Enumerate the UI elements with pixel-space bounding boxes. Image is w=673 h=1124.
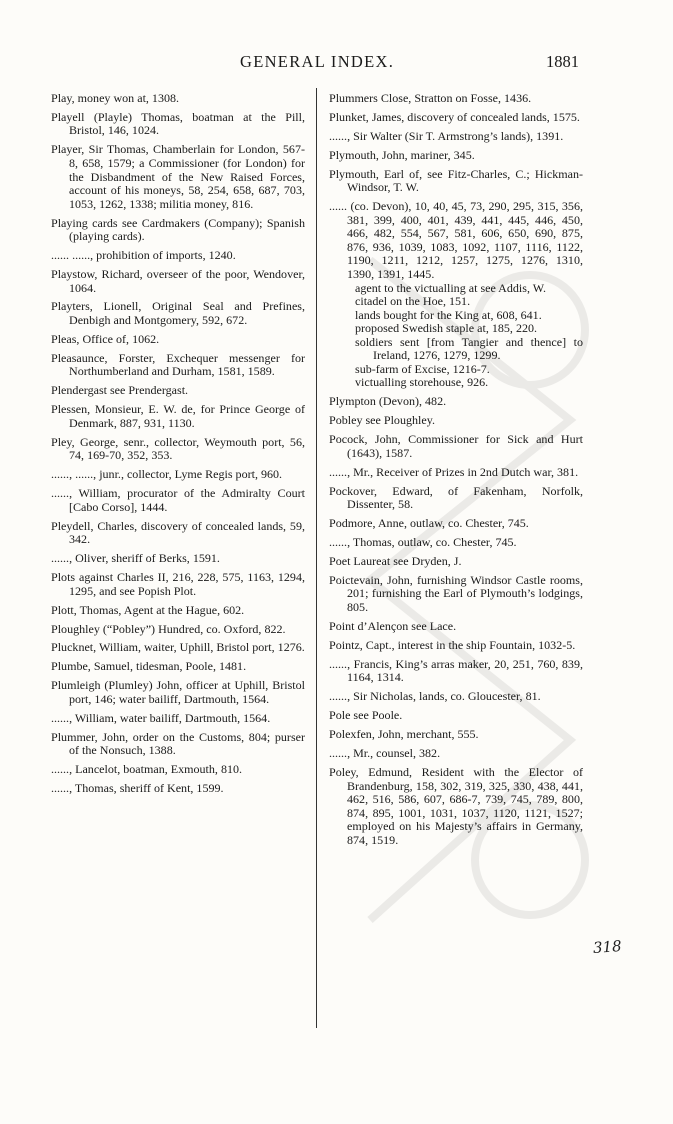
page-header: [0, 52, 673, 78]
index-entry: ......, Sir Walter (Sir T. Armstrong’s lands), 1391.: [329, 128, 564, 143]
index-entry: Pobley see Ploughley.: [329, 413, 435, 428]
index-entry: Pointz, Capt., interest in the ship Fountain, 1032-5.: [329, 637, 576, 652]
index-entry: ......, Mr., counsel, 382.: [329, 746, 441, 761]
index-entry: ......, Sir Nicholas, lands, co. Gloucester, 81.: [329, 689, 541, 704]
index-entry: Plumbe, Samuel, tidesman, Poole, 1481.: [51, 659, 247, 674]
index-entry: Pole see Poole.: [329, 708, 403, 723]
index-entry: Plymouth, John, mariner, 345.: [329, 147, 475, 162]
subentry: lands bought for the King at, 608, 641.: [355, 307, 542, 322]
index-entry: Plendergast see Prendergast.: [51, 383, 189, 398]
index-entry: Playters, Lionell, Original Seal and Prefines, Denbigh and Montgomery, 592, 672.: [51, 299, 305, 327]
index-entry: ......, William, water bailiff, Dartmouth, 1564.: [51, 710, 271, 725]
index-entry: Plunket, James, discovery of concealed lands, 1575.: [329, 109, 580, 124]
subentry: victualling storehouse, 926.: [355, 375, 489, 390]
index-entry: ...... ......, prohibition of imports, 1240.: [51, 248, 236, 263]
index-entry: Playell (Playle) Thomas, boatman at the Pill, Bristol, 146, 1024.: [51, 109, 305, 138]
index-entry: Pley, George, senr., collector, Weymouth port, 56, 74, 169-70, 352, 353.: [51, 434, 305, 463]
index-entry: ...... (co. Devon), 10, 40, 45, 73, 290, 295, 315, 356, 381, 399, 400, 401, 439, 441, 445, 446, 450, 466, 482, 554, 567, 581, 606, 650, 690, 875, 876, 936, 1039, 1083, 1092, 1107, 1116, 1122, 1190, 1211, 1212, 1257, 1275, 1276, 1310, 1390, 1391, 1445.: [329, 199, 583, 281]
subentry: proposed Swedish staple at, 185, 220.: [355, 321, 538, 336]
index-entry: Poet Laureat see Dryden, J.: [329, 553, 462, 568]
index-entry: ......, Thomas, sheriff of Kent, 1599.: [51, 781, 224, 796]
index-entry: Pleasaunce, Forster, Exchequer messenger for Northumberland and Durham, 1581, 1589.: [51, 350, 305, 379]
left-column: [51, 92, 305, 801]
subentry: agent to the victualling at see Addis, W.: [355, 280, 547, 295]
index-entry: Plummer, John, order on the Customs, 804; purser of the Nonsuch, 1388.: [51, 729, 305, 758]
index-entry: Plympton (Devon), 482.: [329, 394, 447, 409]
index-entry: Plucknet, William, waiter, Uphill, Bristol port, 1276.: [51, 640, 305, 655]
page-number: 1881: [546, 52, 579, 71]
index-entry: ......, William, procurator of the Admiralty Court [Cabo Corso], 1444.: [51, 486, 305, 514]
index-entry: Plymouth, Earl of, see Fitz-Charles, C.; Hickman-Windsor, T. W.: [329, 166, 583, 195]
index-entry: Poley, Edmund, Resident with the Elector of Brandenburg, 158, 302, 319, 325, 330, 438, 441, 462, 516, 586, 607, 686-7, 739, 745, 789, 800, 874, 895, 1001, 1031, 1037, 1120, 1121, 1527; employed on his Majesty’s affairs in Germany, 874, 1519.: [329, 765, 583, 847]
index-entry: Plessen, Monsieur, E. W. de, for Prince George of Denmark, 887, 931, 1130.: [51, 402, 305, 430]
index-entry: ......, Lancelot, boatman, Exmouth, 810.: [51, 762, 243, 777]
index-entry: Pleydell, Charles, discovery of concealed lands, 59, 342.: [51, 518, 305, 547]
index-entry: Plott, Thomas, Agent at the Hague, 602.: [51, 602, 245, 617]
handwritten-margin-note: 318: [592, 937, 623, 957]
index-entry: Polexfen, John, merchant, 555.: [329, 727, 479, 742]
index-entry: Pockover, Edward, of Fakenham, Norfolk, Dissenter, 58.: [329, 483, 583, 512]
index-entry: ......, Francis, King’s arras maker, 20, 251, 760, 839, 1164, 1314.: [329, 656, 583, 685]
index-entry: Plumleigh (Plumley) John, officer at Uphill, Bristol port, 146; water bailiff, Dartmouth, 1564.: [51, 678, 305, 706]
index-entry: Plots against Charles II, 216, 228, 575, 1163, 1294, 1295, and see Popish Plot.: [51, 570, 305, 598]
index-entry: Pocock, John, Commissioner for Sick and Hurt (1643), 1587.: [329, 432, 583, 460]
index-entry: Player, Sir Thomas, Chamberlain for London, 567-8, 658, 1579; a Commissioner (for London) for the Disbandment of the New Raised Forces, account of his moneys, 58, 254, 658, 687, 703, 1053, 1262, 1338; militia money, 816.: [51, 142, 305, 211]
page-title: GENERAL INDEX.: [240, 52, 395, 71]
index-entry: Playing cards see Cardmakers (Company); Spanish (playing cards).: [51, 215, 305, 244]
subentry: soldiers sent [from Tangier and thence] to Ireland, 1276, 1279, 1299.: [355, 334, 583, 363]
index-entry: ......, Oliver, sheriff of Berks, 1591.: [51, 551, 220, 566]
column-divider: [316, 88, 317, 1028]
index-entry: Ploughley (“Pobley”) Hundred, co. Oxford, 822.: [51, 621, 286, 636]
index-entry: Poictevain, John, furnishing Windsor Castle rooms, 201; furnishing the Earl of Plymouth’s lodgings, 805.: [329, 572, 583, 614]
index-entry: Plummers Close, Stratton on Fosse, 1436.: [329, 91, 532, 105]
index-entry: ......, ......, junr., collector, Lyme Regis port, 960.: [51, 467, 283, 482]
index-entry: ......, Mr., Receiver of Prizes in 2nd Dutch war, 381.: [329, 464, 579, 479]
index-entry: Playstow, Richard, overseer of the poor, Wendover, 1064.: [51, 266, 305, 295]
plymouth-subentries: [329, 282, 583, 390]
subentry: citadel on the Hoe, 151.: [355, 294, 471, 309]
index-entry: Pleas, Office of, 1062.: [51, 331, 160, 346]
index-entry: ......, Thomas, outlaw, co. Chester, 745.: [329, 535, 517, 549]
subentry: sub-farm of Excise, 1216-7.: [355, 361, 490, 376]
index-entry: Point d’Alençon see Lace.: [329, 618, 457, 633]
index-entry: Podmore, Anne, outlaw, co. Chester, 745.: [329, 516, 529, 531]
right-column: [329, 92, 583, 853]
index-entry: Play, money won at, 1308.: [51, 91, 180, 105]
